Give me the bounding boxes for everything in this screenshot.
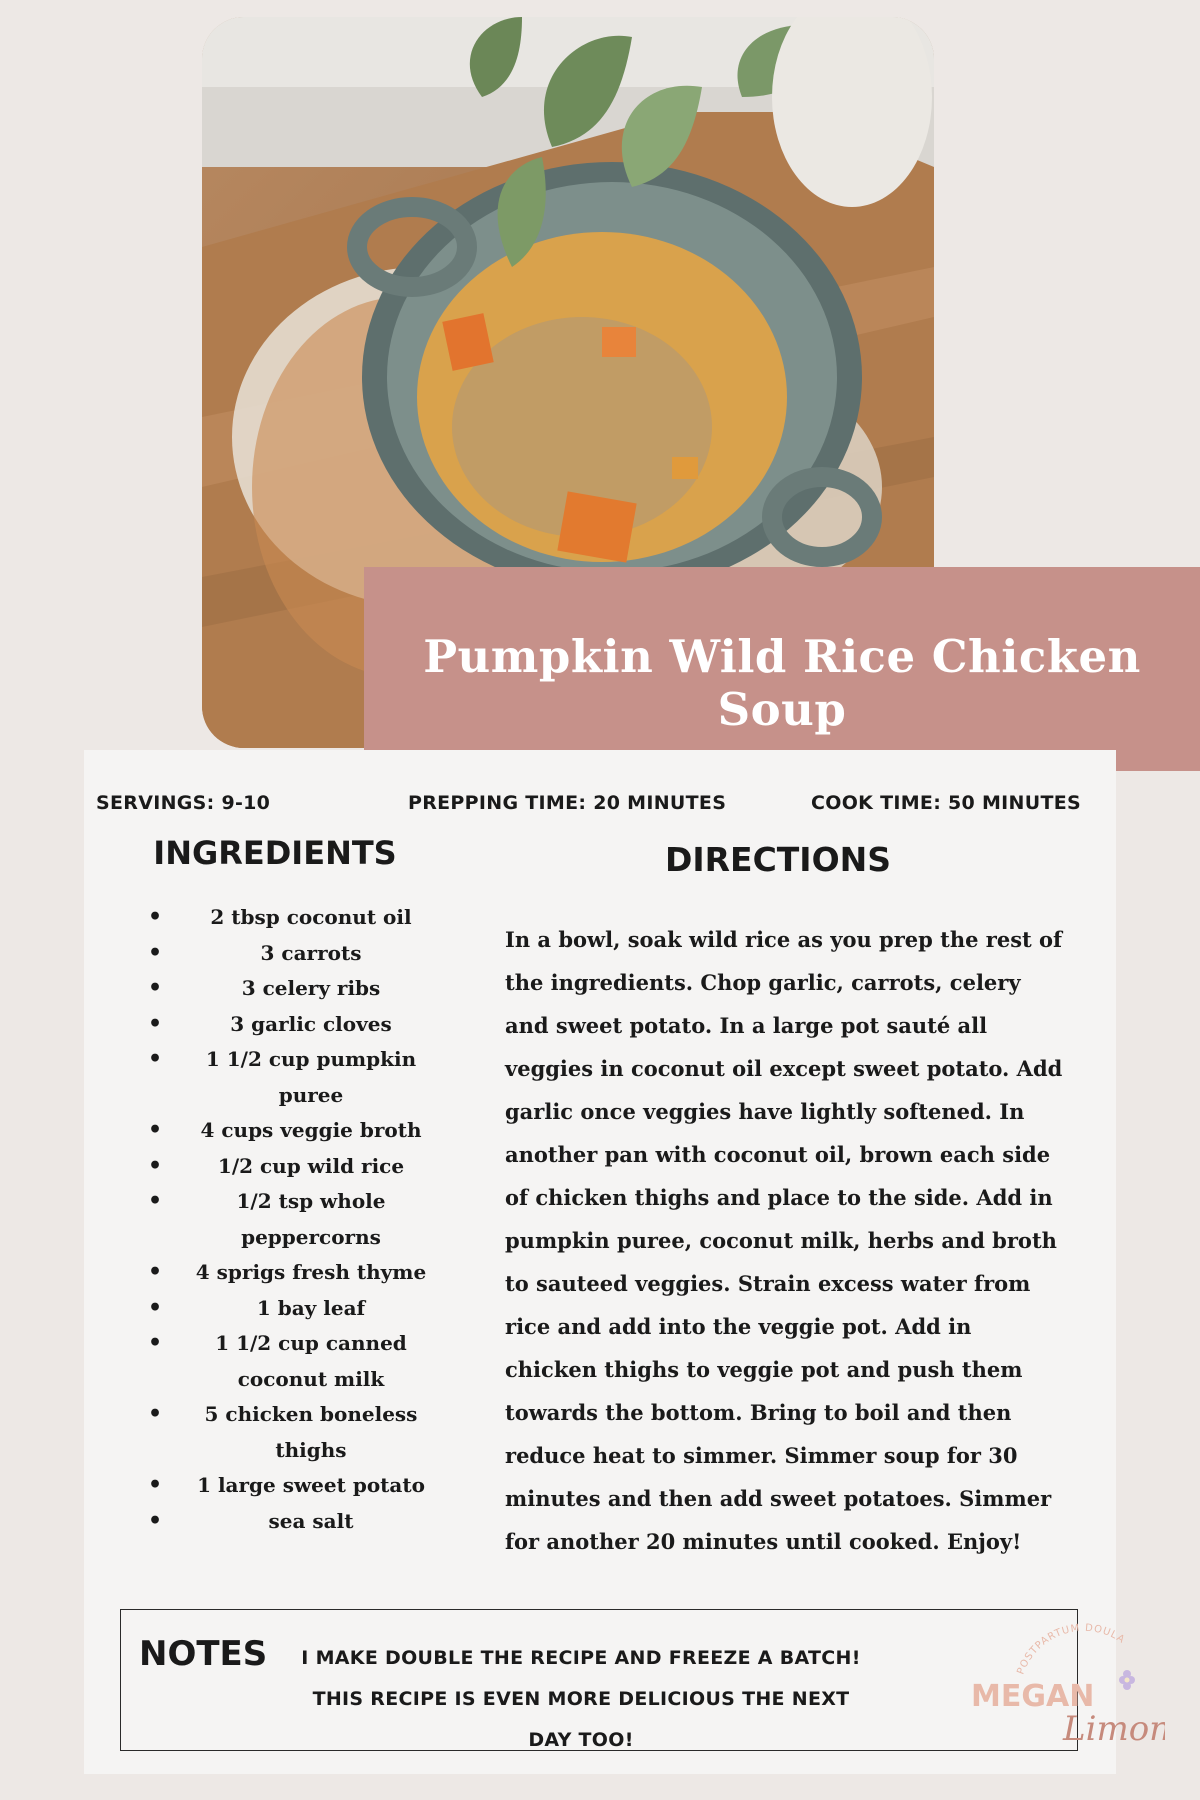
ingredient-item: • 5 chicken boneless thighs — [140, 1397, 440, 1468]
ingredients-list — [140, 900, 440, 1539]
servings: SERVINGS: 9-10 — [96, 792, 271, 814]
ingredients-heading: INGREDIENTS — [153, 834, 397, 872]
ingredient-item: • 1 1/2 cup pumpkin puree — [140, 1042, 440, 1113]
notes-box — [120, 1609, 1078, 1751]
notes-text: I MAKE DOUBLE THE RECIPE AND FREEZE A BATCH! THIS RECIPE IS EVEN MORE DELICIOUS THE NEXT DAY TOO! — [301, 1647, 861, 1751]
ingredient-item: • 1 bay leaf — [140, 1291, 440, 1327]
ingredient-item: • 4 cups veggie broth — [140, 1113, 440, 1149]
recipe-title: Pumpkin Wild Rice Chicken Soup — [423, 630, 1141, 736]
ingredient-item: • 4 sprigs fresh thyme — [140, 1255, 440, 1291]
ingredient-item: • 3 carrots — [140, 936, 440, 972]
title-banner — [364, 567, 1200, 771]
ingredient-item: • sea salt — [140, 1504, 440, 1540]
cook-time: COOK TIME: 50 MINUTES — [811, 792, 1081, 814]
notes-heading: NOTES — [139, 1634, 268, 1674]
logo-tagline: POSTPARTUM DOULA — [1015, 1622, 1127, 1677]
directions-heading: DIRECTIONS — [664, 840, 892, 879]
ingredient-item: • 1/2 tsp whole peppercorns — [140, 1184, 440, 1255]
prep-time: PREPPING TIME: 20 MINUTES — [408, 792, 727, 814]
ingredient-item: • 2 tbsp coconut oil — [140, 900, 440, 936]
ingredient-item: • 1/2 cup wild rice — [140, 1149, 440, 1185]
ingredient-item: • 3 celery ribs — [140, 971, 440, 1007]
ingredient-item: • 1 large sweet potato — [140, 1468, 440, 1504]
flower-icon — [1119, 1670, 1135, 1690]
ingredient-item: • 3 garlic cloves — [140, 1007, 440, 1043]
brand-logo — [965, 1620, 1165, 1770]
logo-name: MEGAN — [971, 1679, 1095, 1714]
directions-text: In a bowl, soak wild rice as you prep the rest of the ingredients. Chop garlic, carrots, celery and sweet potato. In a large pot sauté all veggies in coconut oil except sweet potato. Add garlic once veggies have lightly softened. In another pan with coconut oil, brown each side of chicken thighs and place to the side. Add in pumpkin puree, coconut milk, herbs and broth to sauteed veggies. Strain excess water from rice and add into the veggie pot. Add in chicken thighs to veggie pot and push them towards the bottom. Bring to boil and then reduce heat to simmer. Simmer soup for 30 minutes and then add sweet potatoes. Simmer for another 20 minutes until cooked. Enjoy! — [505, 927, 1063, 1554]
ingredient-item: • 1 1/2 cup canned coconut milk — [140, 1326, 440, 1397]
logo-surname: Limon — [1063, 1709, 1165, 1749]
